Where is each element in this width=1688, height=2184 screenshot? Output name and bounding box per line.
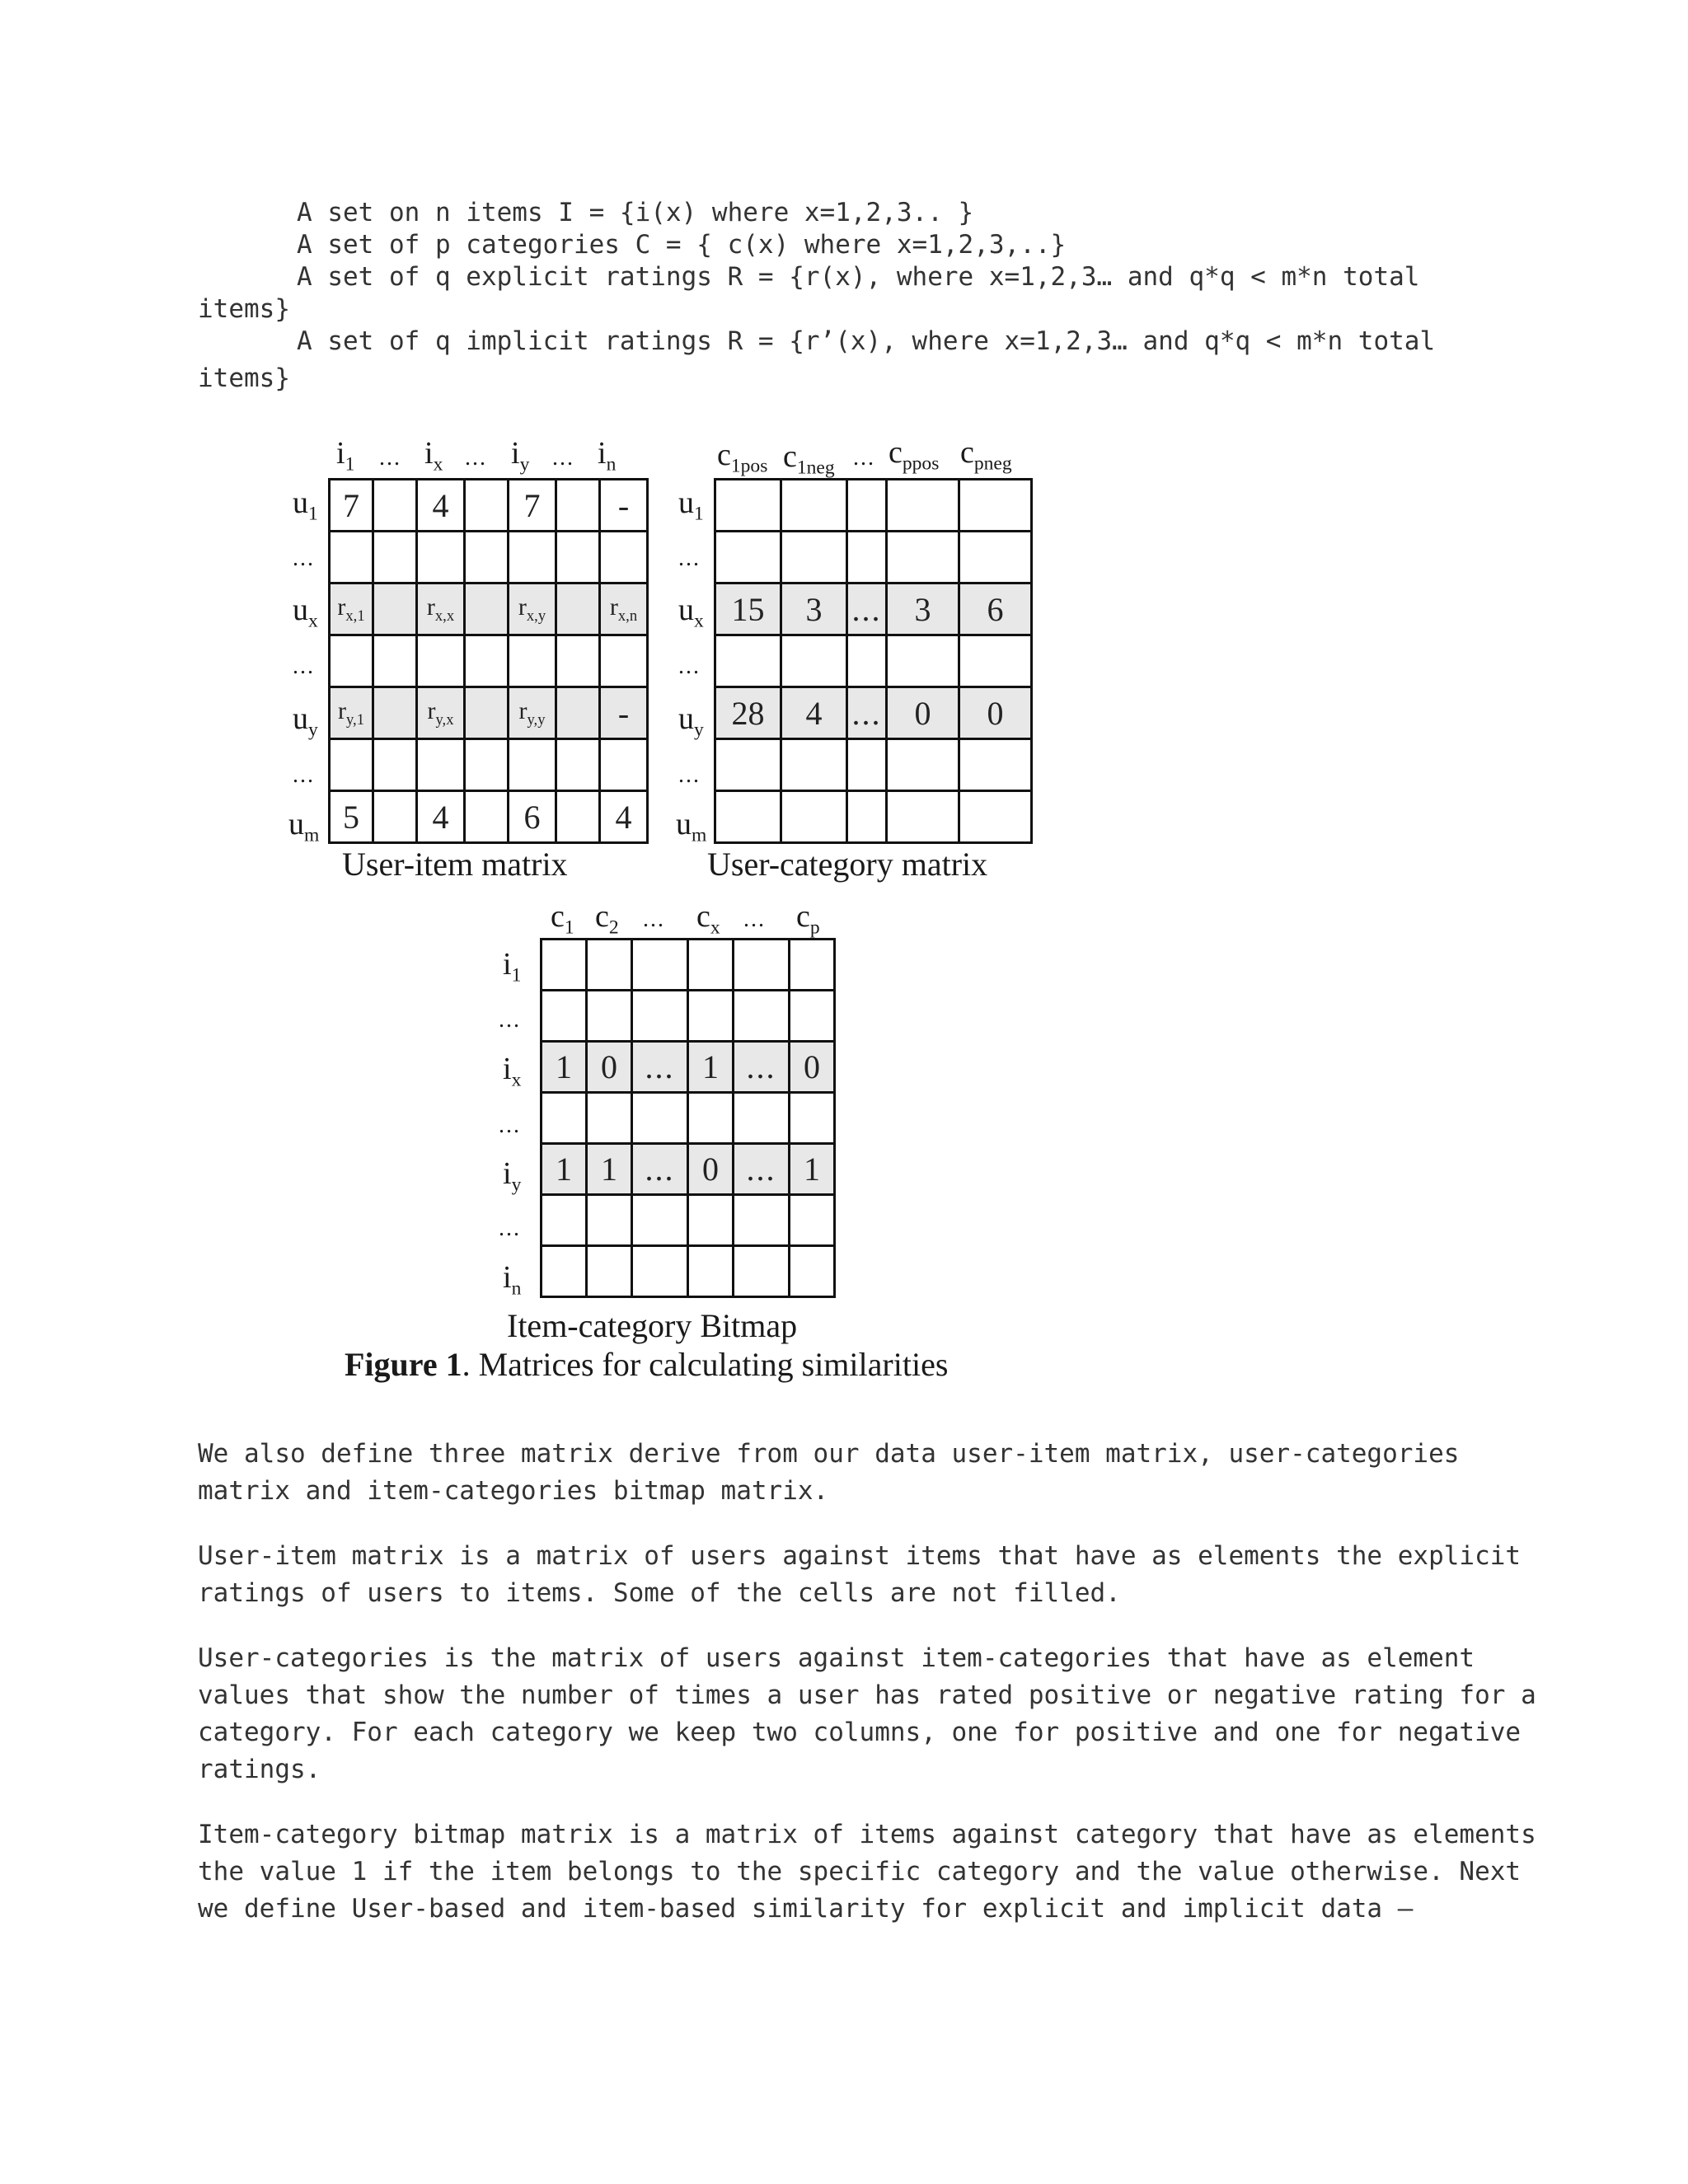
col-label: ... <box>552 445 574 471</box>
row-label: ... <box>499 1216 521 1241</box>
col-label: $c_{1pos}$ <box>717 438 768 477</box>
col-label: $c_{pneg}$ <box>960 435 1012 475</box>
row-label: ... <box>678 762 701 788</box>
item-category-caption: Item-category Bitmap <box>507 1307 798 1344</box>
cell: 15 <box>715 583 781 635</box>
cell: 28 <box>715 687 781 739</box>
row-label: ... <box>678 546 701 571</box>
row-label: $i_1$ <box>503 947 522 987</box>
col-label: $i_x$ <box>424 436 443 476</box>
col-label: $i_y$ <box>511 436 530 476</box>
col-label: $c_p$ <box>796 899 820 939</box>
cell <box>373 480 417 532</box>
cell <box>556 480 600 532</box>
row-label: $u_y$ <box>293 701 318 741</box>
cell: 3 <box>781 583 847 635</box>
col-label: $c_x$ <box>696 899 720 939</box>
cell: 4 <box>417 480 465 532</box>
cell: 3 <box>887 583 959 635</box>
cell <box>465 480 509 532</box>
col-label: $i_1$ <box>336 436 355 476</box>
definition-categories: A set of p categories C = { c(x) where x=1,2,3,..} <box>297 230 1067 260</box>
definition-implicit-ratings-cont: items} <box>198 363 290 393</box>
figure-caption-text: . Matrices for calculating similarities <box>462 1346 949 1383</box>
cell: $r_{x,1}$ <box>330 583 373 635</box>
row-label: $i_y$ <box>503 1156 522 1196</box>
row-label: $u_y$ <box>678 701 704 741</box>
row-label: ... <box>293 762 315 788</box>
row-label: ... <box>499 1007 521 1033</box>
row-label: $u_1$ <box>293 485 318 525</box>
cell: 4 <box>417 791 465 843</box>
row-label: $u_1$ <box>678 485 704 525</box>
cell: 6 <box>509 791 556 843</box>
col-label: ... <box>465 445 487 471</box>
col-label: $c_2$ <box>595 899 619 939</box>
cell: ... <box>847 583 887 635</box>
col-label: $i_n$ <box>598 436 617 476</box>
cell: ... <box>847 687 887 739</box>
col-label: ... <box>743 907 766 932</box>
col-label: ... <box>853 445 875 471</box>
figure-caption <box>345 1345 948 1384</box>
cell: 0 <box>688 1144 734 1195</box>
user-item-caption: User-item matrix <box>342 846 568 883</box>
cell: - <box>600 687 648 739</box>
col-label: ... <box>379 445 401 471</box>
col-label: $c_{ppos}$ <box>889 435 940 475</box>
cell: - <box>600 480 648 532</box>
cell: $r_{y,y}$ <box>509 687 556 739</box>
row-label: $i_x$ <box>503 1052 522 1091</box>
row-label: ... <box>499 1113 521 1138</box>
cell: 1 <box>587 1144 632 1195</box>
cell: 1 <box>688 1042 734 1093</box>
user-category-grid <box>714 478 1033 844</box>
cell: 0 <box>887 687 959 739</box>
cell: ... <box>734 1042 790 1093</box>
cell: 1 <box>542 1144 587 1195</box>
cell: ... <box>632 1042 688 1093</box>
definition-implicit-ratings: A set of q implicit ratings R = {r’(x), where x=1,2,3… and q*q < m*n total <box>297 326 1436 356</box>
row-label: $u_x$ <box>678 593 704 632</box>
user-category-caption: User-category matrix <box>707 846 988 883</box>
col-label: ... <box>643 907 665 932</box>
paragraph-item-category-bitmap: Item-category bitmap matrix is a matrix of items against category that have as elements the value 1 if the item belongs to the specific category and the value otherwise. Next we define User-based and item-based similarity for explicit and implicit data – <box>198 1820 1552 1924</box>
figure-caption-label: Figure 1 <box>345 1346 462 1383</box>
cell: 1 <box>790 1144 835 1195</box>
item-category-grid <box>540 938 836 1298</box>
row-label: $i_n$ <box>503 1260 522 1300</box>
cell: 5 <box>330 791 373 843</box>
cell: 7 <box>330 480 373 532</box>
cell: 4 <box>781 687 847 739</box>
col-label: $c_1$ <box>551 899 574 939</box>
cell: 0 <box>790 1042 835 1093</box>
paragraph-matrix-intro: We also define three matrix derive from our data user-item matrix, user-categories matrix and item-categories bitmap matrix. <box>198 1439 1475 1506</box>
row-label: $u_x$ <box>293 593 318 632</box>
row-label: ... <box>678 654 701 679</box>
cell: ... <box>734 1144 790 1195</box>
col-label: $c_{1neg}$ <box>783 439 835 479</box>
row-label: $u_m$ <box>676 807 707 846</box>
cell: $r_{x,y}$ <box>509 583 556 635</box>
row-label: $u_m$ <box>288 807 320 846</box>
definition-explicit-ratings-cont: items} <box>198 294 290 324</box>
cell: 4 <box>600 791 648 843</box>
paragraph-user-item: User-item matrix is a matrix of users against items that have as elements the explicit ratings of users to items. Some of the cells are not filled. <box>198 1541 1536 1608</box>
definition-explicit-ratings: A set of q explicit ratings R = {r(x), where x=1,2,3… and q*q < m*n total <box>297 262 1420 292</box>
cell: $r_{y,x}$ <box>417 687 465 739</box>
cell: 0 <box>959 687 1032 739</box>
cell: ... <box>632 1144 688 1195</box>
cell: $r_{y,1}$ <box>330 687 373 739</box>
definition-items: A set on n items I = {i(x) where x=1,2,3.. } <box>297 198 974 227</box>
cell: $r_{x,x}$ <box>417 583 465 635</box>
row-label: ... <box>293 546 315 571</box>
cell: 6 <box>959 583 1032 635</box>
cell: 7 <box>509 480 556 532</box>
cell: 0 <box>587 1042 632 1093</box>
cell: 1 <box>542 1042 587 1093</box>
cell: $r_{x,n}$ <box>600 583 648 635</box>
paragraph-user-categories: User-categories is the matrix of users against item-categories that have as element values that show the number of times a user has rated positive or negative rating for a category. For each category we keep two columns, one for positive and one for negative ratings. <box>198 1643 1552 1784</box>
user-item-grid <box>328 478 649 844</box>
row-label: ... <box>293 654 315 679</box>
